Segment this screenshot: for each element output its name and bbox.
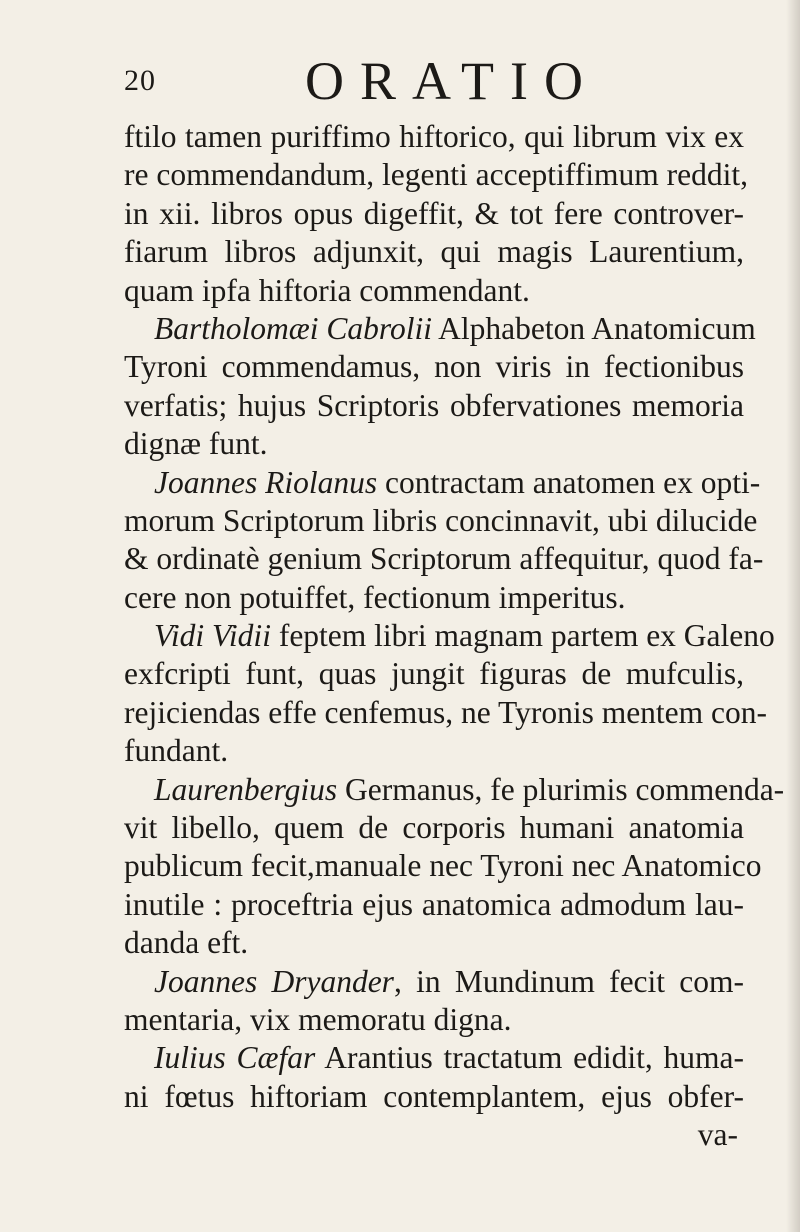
running-head: ORATIO xyxy=(305,51,599,111)
text-line xyxy=(124,156,748,194)
text-line xyxy=(124,694,768,732)
text-run: verfatis; hujus Scriptoris obfervationes memoria xyxy=(124,387,744,423)
text-line xyxy=(124,924,744,962)
text-run: Alphabeton Anatomicum xyxy=(432,310,756,346)
text-line xyxy=(124,233,744,271)
text-run: ni fœtus hiftoriam contemplantem, ejus obfer- xyxy=(124,1078,744,1114)
text-run: fundant. xyxy=(124,733,229,769)
text-run: morum Scriptorum libris concinnavit, ubi dilucide xyxy=(124,502,758,538)
text-line xyxy=(124,963,744,1001)
text-line xyxy=(124,617,775,655)
italic-name: Joannes Riolanus xyxy=(154,464,378,500)
text-run: Germanus, fe plurimis commenda- xyxy=(337,771,785,807)
body-text xyxy=(124,118,785,1155)
text-run: mentaria, vix memoratu digna. xyxy=(124,1001,512,1037)
page-header xyxy=(0,50,800,110)
text-run: , in Mundinum fecit com- xyxy=(393,963,744,999)
text-line xyxy=(124,425,744,463)
text-line xyxy=(124,502,758,540)
text-run: danda eft. xyxy=(124,925,249,961)
text-line xyxy=(124,732,744,770)
text-run: publicum fecit,manuale nec Tyroni nec Anatomico xyxy=(124,848,762,884)
text-line xyxy=(124,195,744,233)
text-run: contractam anatomen ex opti- xyxy=(377,464,761,500)
text-line xyxy=(124,1078,744,1116)
page-number: 20 xyxy=(124,64,156,97)
italic-name: Iulius Cæfar xyxy=(154,1040,316,1076)
text-line xyxy=(124,886,744,924)
text-run: Tyroni commendamus, non viris in fectionibus xyxy=(124,349,744,385)
text-run: rejiciendas effe cenfemus, ne Tyronis mentem con- xyxy=(124,694,768,730)
text-line xyxy=(124,847,762,885)
text-line xyxy=(124,464,761,502)
text-line xyxy=(124,1001,744,1039)
text-run: in xii. libros opus digeffit, & tot fere controver- xyxy=(124,195,744,231)
text-run: cere non potuiffet, fectionum imperitus. xyxy=(124,579,626,615)
page-edge-shadow xyxy=(786,0,800,1232)
text-line xyxy=(124,118,744,156)
italic-name: Joannes Dryander xyxy=(154,963,394,999)
text-run: re commendandum, legenti acceptiffimum reddit, xyxy=(124,157,748,193)
text-run: fiarum libros adjunxit, qui magis Laurentium, xyxy=(124,234,744,270)
text-line xyxy=(124,310,756,348)
text-run: dignæ funt. xyxy=(124,426,268,462)
text-run: ftilo tamen puriffimo hiftorico, qui librum vix ex xyxy=(124,119,744,154)
text-line xyxy=(124,348,744,386)
text-line xyxy=(124,579,744,617)
text-line xyxy=(124,771,785,809)
text-run: inutile : proceftria ejus anatomica admodum lau- xyxy=(124,886,744,922)
catchword: va- xyxy=(697,1117,738,1153)
text-run: vit libello, quem de corporis humani anatomia xyxy=(124,810,744,846)
text-line xyxy=(124,1039,744,1077)
italic-name: Laurenbergius xyxy=(154,771,338,807)
italic-name: Vidi Vidii xyxy=(154,618,271,654)
text-line xyxy=(124,272,744,310)
text-line xyxy=(124,387,744,425)
text-run: exfcripti funt, quas jungit figuras de mufculis, xyxy=(124,656,744,692)
text-run: quam ipfa hiftoria commendant. xyxy=(124,272,530,308)
italic-name: Bartholomæi Cabrolii xyxy=(154,310,432,346)
text-run: & ordinatè genium Scriptorum affequitur, quod fa- xyxy=(124,541,764,577)
text-line xyxy=(124,540,764,578)
text-run: Arantius tractatum edidit, huma- xyxy=(315,1040,744,1076)
text-run: feptem libri magnam partem ex Galeno xyxy=(270,618,775,654)
text-line xyxy=(124,655,744,693)
text-line xyxy=(124,809,744,847)
